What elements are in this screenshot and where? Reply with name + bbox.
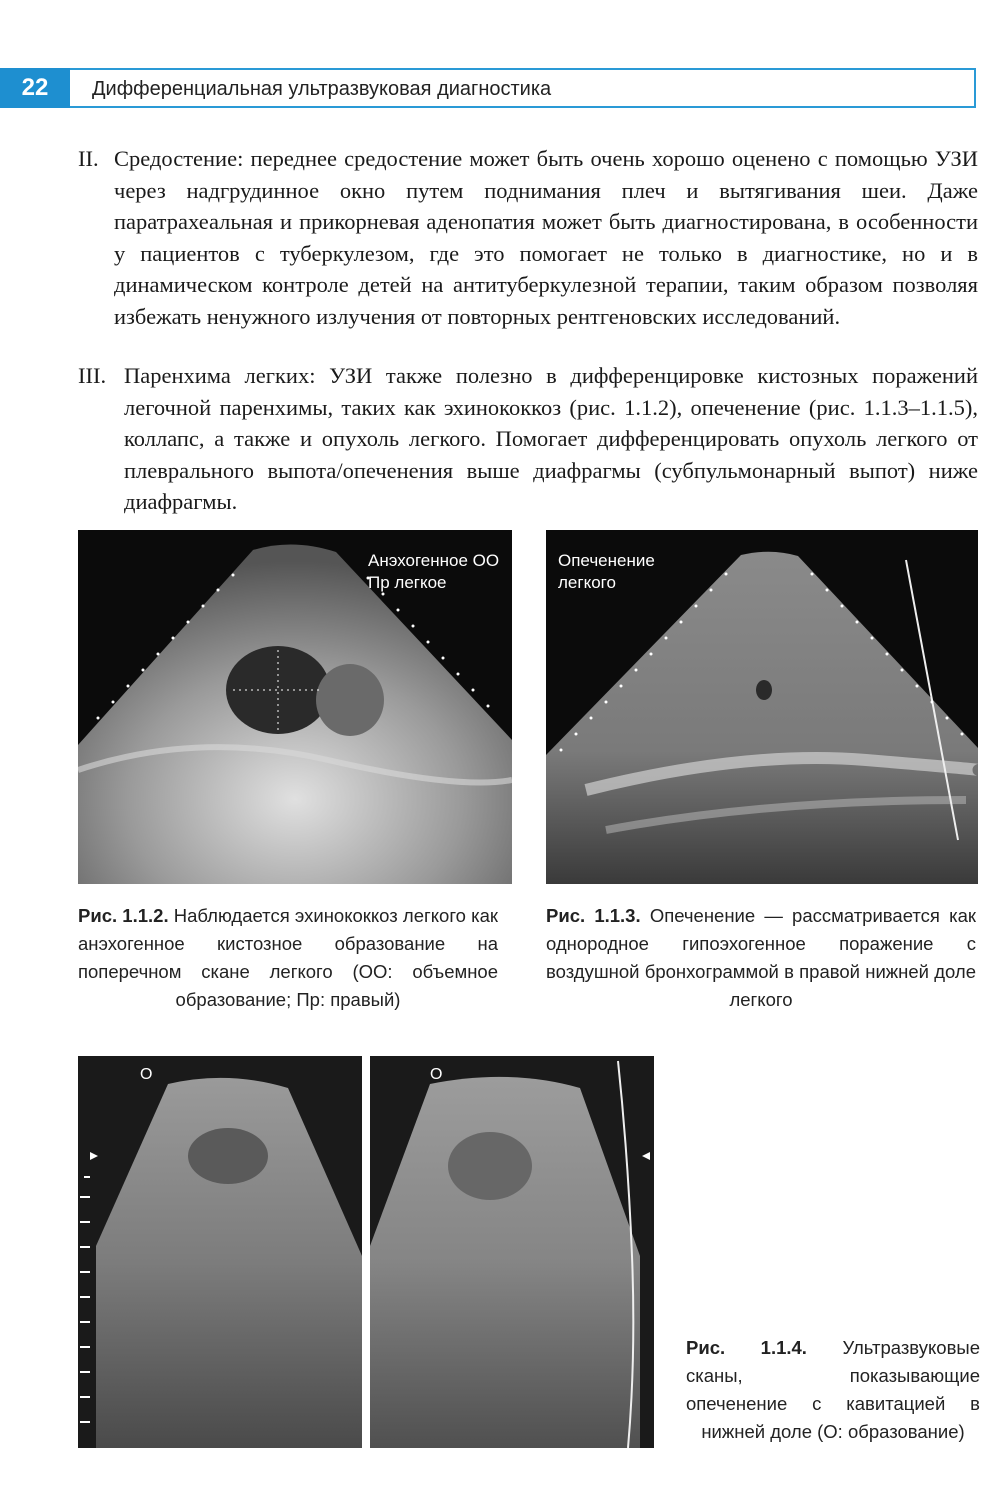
ultrasound-image-cavitation-left [78, 1056, 362, 1448]
paragraph-number: II. [78, 146, 99, 171]
marker-label: O [430, 1066, 443, 1083]
overlay-label: Опеченение легкого [558, 551, 655, 592]
caption-text: Ультразвуковые сканы, показывающие опеченение с кавитацией в нижней доле (О: образование) [686, 1337, 980, 1442]
paragraph-text: Средостение: переднее средостение может быть очень хорошо оценено с помощью УЗИ через надгрудинное окно путем поднимания плеч и вытягивания шеи. Даже паратрахеальная и прикорневая аденопатия может быть диагностирована, в особенности у пациентов с туберкулезом, где это помогает не только в диагностике, но и в динамическом контроле детей на антитуберкулезной терапии, таким образом позволяя избежать ненужного излучения от повторных рентгеновских исследований. [114, 146, 978, 329]
figure-caption-1-1-4 [686, 1334, 980, 1446]
caption-label: Рис. 1.1.4. [686, 1337, 807, 1358]
caption-label: Рис. 1.1.3. [546, 905, 641, 926]
paragraph-mediastinum [78, 143, 978, 332]
ultrasound-scan-graphic [370, 1056, 654, 1448]
figure-caption-1-1-2 [78, 902, 498, 1014]
ultrasound-image-cavitation-right [370, 1056, 654, 1448]
running-title: Дифференциальная ультразвуковая диагностика [92, 78, 552, 100]
paragraph-number: III. [78, 363, 107, 388]
marker-label: O [140, 1066, 153, 1083]
caption-text: Опеченение — рассматривается как однородное гипоэхогенное поражение с воздушной бронхограммой в правой нижней доле легкого [546, 905, 976, 1010]
caption-label: Рис. 1.1.2. [78, 905, 169, 926]
figure-caption-1-1-3 [546, 902, 976, 1014]
paragraph-text: Паренхима легких: УЗИ также полезно в дифференцировке кистозных поражений легочной паренхимы, таких как эхинококкоз (рис. 1.1.2), опеченение (рис. 1.1.3–1.1.5), коллапс, а также и опухоль легкого. Помогает дифференцировать опухоль легкого от плеврального выпота/опеченения выше диафрагмы (субпульмонарный выпот) ниже диафрагмы. [124, 363, 978, 514]
ultrasound-scan-graphic [78, 1056, 362, 1448]
overlay-label: Анэхогенное ОО Пр легкое [368, 551, 500, 592]
caption-text: Наблюдается эхинококкоз легкого как анэхогенное кистозное образование на поперечном скане легкого (ОО: объемное образование; Пр: правый) [78, 905, 498, 1010]
ultrasound-image-echinococcosis [78, 530, 512, 884]
page-number: 22 [0, 68, 70, 108]
paragraph-lung-parenchyma [78, 360, 978, 518]
ultrasound-image-consolidation [546, 530, 978, 884]
